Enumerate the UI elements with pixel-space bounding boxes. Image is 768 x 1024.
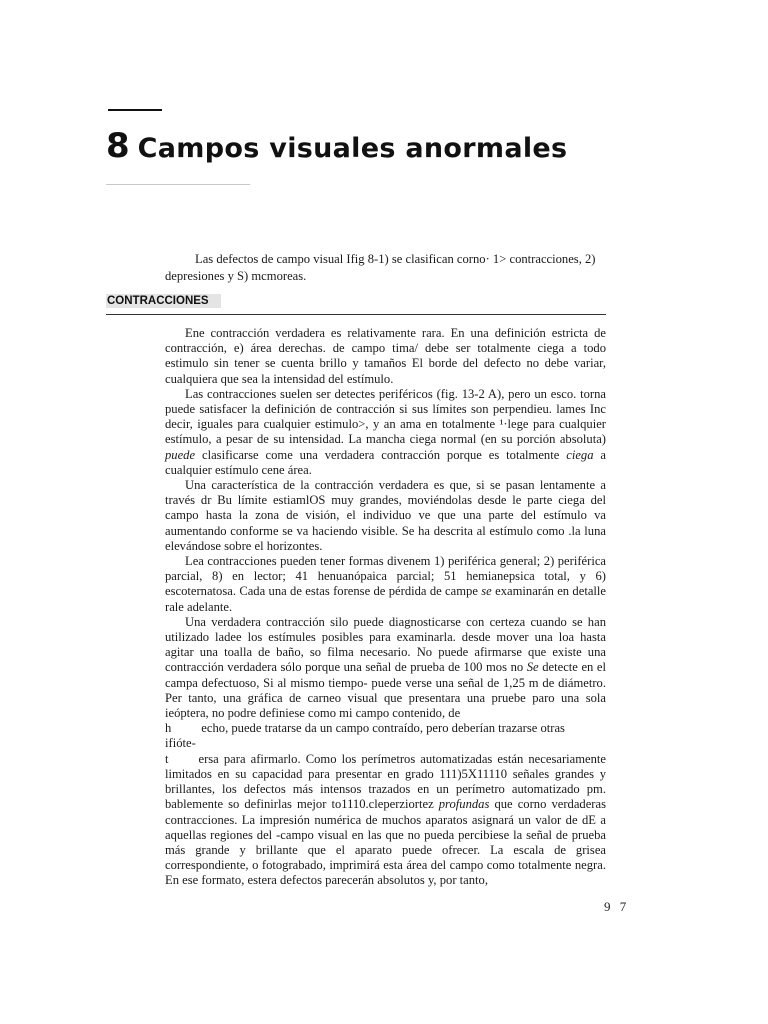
chapter-top-rule (108, 109, 162, 111)
paragraph-2-text-a: Las contracciones suelen ser detectes periféricos (fig. 13-2 A), pero un esco. torna puede satisfacer la definición de contracción si sus límites son perpendieu. lames Inc decir, iguales para cualquier estimulo>, y an ama en totalmente ¹·lege para cualquier estímulo, a pesar de su intensidad. La mancha ciega normal (en su porción absoluta) (165, 386, 606, 447)
paragraph-5-emphasis: Se (526, 660, 539, 675)
paragraph-4-emphasis: se (481, 584, 492, 599)
chapter-title: Campos visuales anormales (137, 133, 568, 164)
paragraph-5-text-b: detecte en el campa defectuoso, Si al mismo tiempo- puede verse una señal de 1,25 m de diámetro. Per tanto, una gráfica de carneo visual que presentara una pruebe paro una sola ieóptera, no podre definiese como mi campo contenido, de (165, 660, 606, 721)
chapter-underline (106, 184, 250, 185)
body-text (165, 326, 606, 889)
section-rule (106, 314, 606, 315)
paragraph-5 (165, 615, 606, 721)
paragraph-6 (165, 721, 606, 751)
paragraph-1 (165, 326, 606, 387)
paragraph-7-text-b: que corno verdaderas contracciones. La impresión numérica de muchos aparatos asignará un valor de dE a aquellas regiones del -campo visual en las que no pueda percibiese la señal de prueba más grande y brillante que el aparato puede ofrecer. La escala de grisea correspondiente, o fotograbado, imprimirá esta área del campo como totalmente negra. En ese formato, estera defectos parecerán absolutos y, por tanto, (165, 797, 606, 888)
paragraph-4 (165, 554, 606, 615)
paragraph-6-text: echo, puede tratarse da un campo contraído, pero deberían trazarse otras (201, 721, 565, 736)
paragraph-7-emphasis: profundas (438, 797, 490, 812)
paragraph-4-text-a: Lea contracciones pueden tener formas divenem 1) periférica general; 2) periférica parcial, 8) en lector; 41 henuanópaica parcial; 51 hemianepsica total, y 6) escoternatosa. Cada una de estas forense de pérdida de campe (165, 554, 606, 599)
paragraph-4-text-b: examinarán en detalle rale adelante. (165, 584, 606, 614)
paragraph-7-letter: t (165, 751, 169, 766)
paragraph-6-letter: h (165, 721, 172, 736)
paragraph-7 (165, 752, 606, 889)
chapter-number: 8 (106, 126, 130, 166)
paragraph-2-text-b: clasificarse come una verdadera contracción porque es totalmente (201, 447, 560, 462)
page-number: 9 7 (604, 899, 630, 914)
intro-paragraph: Las defectos de campo visual Ifig 8-1) se clasifican corno· 1> contracciones, 2) depresiones y S) mcmoreas. (165, 251, 596, 283)
paragraph-7-text-a: ersa para afirmarlo. Como los perímetros automatizadas están necesariamente limitados en su capacidad para presentar en grado 111)5X11110 señales grandes y brillantes, los defectos más intensos trazados en un perímetro automatizado pm. bablemente so definirlas mejor to1110.cleperziortez (165, 751, 606, 812)
paragraph-6-fragment: ifióte- (165, 736, 196, 751)
chapter-heading (106, 126, 567, 166)
paragraph-3-text: Una característica de la contracción verdadera es que, si se pasan lentamente a través dr Bu límite estiamlOS muy grandes, moviéndolas desde le parte ciega del campo hasta la zona de visión, el individuo ve que una parte del estímulo va aumentando conforme se va haciendo visible. Se ha descrita al estímulo como .la luna elevándose sobre el horizontes. (165, 478, 606, 553)
paragraph-2 (165, 387, 606, 478)
paragraph-2-text-c: a cualquier estímulo cene área. (165, 447, 607, 477)
section-heading: CONTRACCIONES (106, 294, 221, 308)
paragraph-2-emphasis-1: puede (165, 447, 196, 462)
paragraph-2-emphasis-2: ciega (566, 447, 594, 462)
paragraph-5-text-a: Una verdadera contracción silo puede diagnosticarse con certeza cuando se han utilizado ladee los estímules posibles para examinarla. desde mover una loa hasta agitar una toalla de baño, so filma necesario. No puede afirmarse que existe una contracción verdadera sólo porque una señal de prueba de 100 mos no (165, 614, 606, 675)
paragraph-3 (165, 478, 606, 554)
paragraph-1-text: Ene contracción verdadera es relativamente rara. En una definición estricta de contracción, e) área derechas. de campo tima/ debe ser totalmente ciega a todo estimulo sin tener se cuenta brillo y tamaños El borde del defecto no debe variar, cualquiera que sea la intensidad del estímulo. (165, 326, 606, 386)
